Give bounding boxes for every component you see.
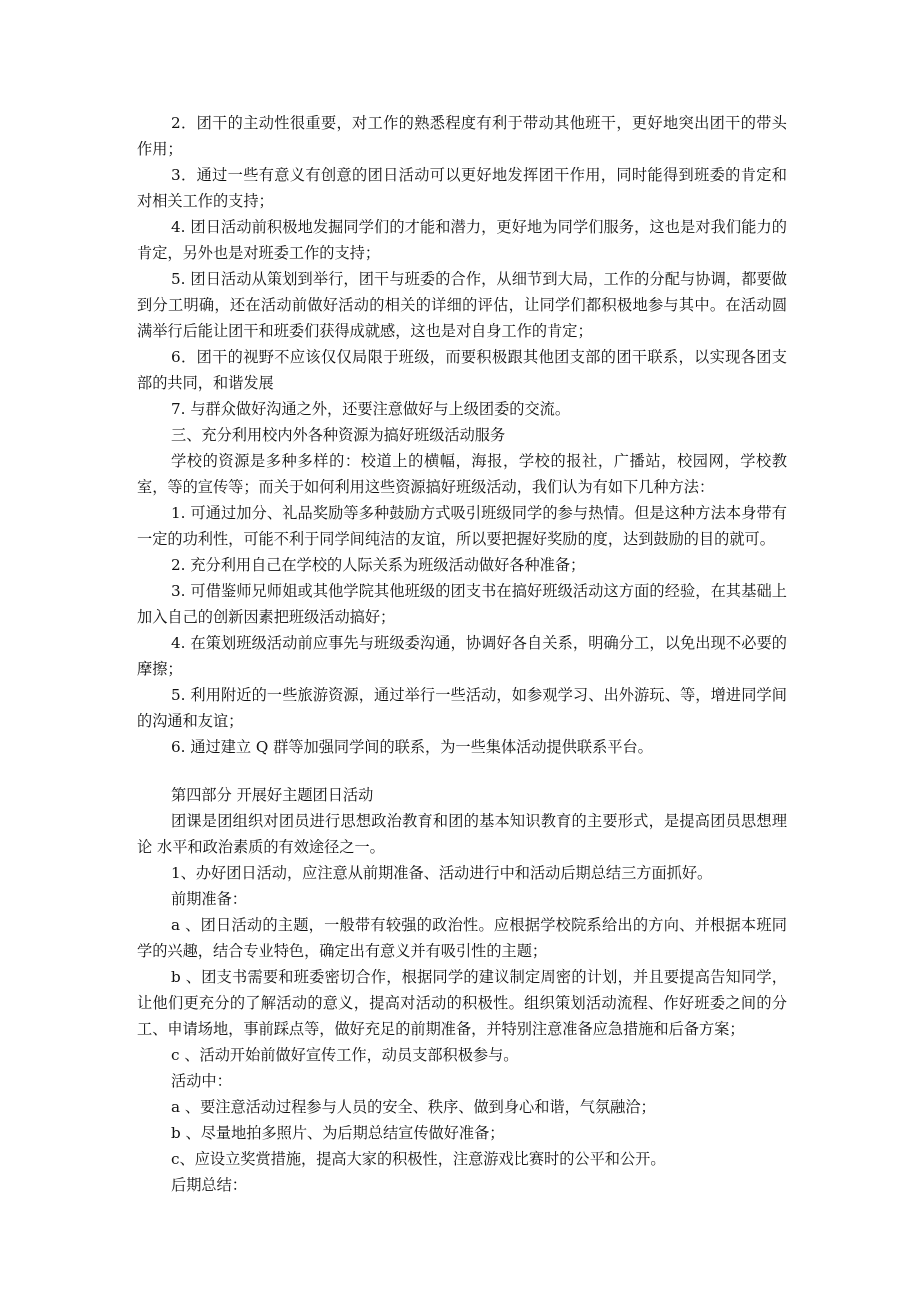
paragraph-item-4: 4. 团日活动前积极地发掘同学们的才能和潜力，更好地为同学们服务，这也是对我们能力的肯定，另外也是对班委工作的支持； [137, 218, 787, 262]
paragraph-item-2: 2．团干的主动性很重要，对工作的熟悉程度有利于带动其他班干，更好地突出团干的带头作用； [137, 114, 787, 158]
during-item-a: a 、要注意活动过程参与人员的安全、秩序、做到身心和谐，气氛融洽； [171, 1098, 656, 1116]
subheading-summary: 后期总结： [171, 1176, 247, 1194]
paragraph-item-3: 3．通过一些有意义有创意的团日活动可以更好地发挥团干作用，同时能得到班委的肯定和对相关工作的支持； [137, 166, 787, 210]
document-body [137, 110, 787, 1198]
paragraph-item-6: 6．团干的视野不应该仅仅局限于班级，而要积极跟其他团支部的团干联系，以实现各团支部的共同，和谐发展 [137, 348, 787, 392]
prep-item-b: b 、团支书需要和班委密切合作，根据同学的建议制定周密的计划，并且要提高告知同学，让他们更充分的了解活动的意义，提高对活动的积极性。组织策划活动流程、作好班委之间的分工、申请场地，事前踩点等，做好充足的前期准备，并特别注意准备应急措施和后备方案； [137, 968, 787, 1038]
prep-item-c: c 、活动开始前做好宣传工作，动员支部积极参与。 [171, 1046, 519, 1064]
during-item-c: c、应设立奖赏措施，提高大家的积极性，注意游戏比赛时的公平和公开。 [171, 1150, 666, 1168]
paragraph-resources-intro: 学校的资源是多种多样的：校道上的横幅，海报，学校的报社，广播站，校园网，学校教室，等的宣传等；而关于如何利用这些资源搞好班级活动，我们认为有如下几种方法： [137, 452, 787, 496]
part-four-heading: 第四部分 开展好主题团日活动 [171, 786, 374, 804]
paragraph-item-7: 7. 与群众做好沟通之外，还要注意做好与上级团委的交流。 [171, 400, 571, 418]
paragraph-item-5: 5. 团日活动从策划到举行，团干与班委的合作，从细节到大局，工作的分配与协调，都要做到分工明确，还在活动前做好活动的相关的详细的评估，让同学们都积极地参与其中。在活动圆满举行后能让团干和班委们获得成就感，这也是对自身工作的肯定； [137, 270, 787, 340]
method-item-4: 4. 在策划班级活动前应事先与班级委沟通，协调好各自关系，明确分工，以免出现不必要的摩擦； [137, 634, 787, 678]
method-item-6: 6. 通过建立 Q 群等加强同学间的联系，为一些集体活动提供联系平台。 [171, 738, 653, 756]
section-heading-resources: 三、充分利用校内外各种资源为搞好班级活动服务 [171, 426, 506, 444]
method-item-3: 3. 可借鉴师兄师姐或其他学院其他班级的团支书在搞好班级活动这方面的经验，在其基础上加入自己的创新因素把班级活动搞好； [137, 582, 787, 626]
subheading-preparation: 前期准备： [171, 890, 247, 908]
paragraph-team-class: 团课是团组织对团员进行思想政治教育和团的基本知识教育的主要形式，是提高团员思想理论 水平和政治素质的有效途径之一。 [137, 812, 787, 856]
subheading-during-activity: 活动中： [171, 1072, 232, 1090]
method-item-2: 2. 充分利用自己在学校的人际关系为班级活动做好各种准备； [171, 556, 586, 574]
paragraph-activity-phases: 1、办好团日活动，应注意从前期准备、活动进行中和活动后期总结三方面抓好。 [171, 864, 713, 882]
method-item-5: 5. 利用附近的一些旅游资源，通过举行一些活动，如参观学习、出外游玩、等，增进同学间的沟通和友谊； [137, 686, 787, 730]
method-item-1: 1. 可通过加分、礼品奖励等多种鼓励方式吸引班级同学的参与热情。但是这种方法本身带有一定的功利性，可能不利于同学间纯洁的友谊，所以要把握好奖励的度，达到鼓励的目的就可。 [137, 504, 787, 548]
prep-item-a: a 、团日活动的主题，一般带有较强的政治性。应根据学校院系给出的方向、并根据本班同学的兴趣，结合专业特色，确定出有意义并有吸引性的主题； [137, 916, 787, 960]
during-item-b: b 、尽量地拍多照片、为后期总结宣传做好准备； [171, 1124, 505, 1142]
